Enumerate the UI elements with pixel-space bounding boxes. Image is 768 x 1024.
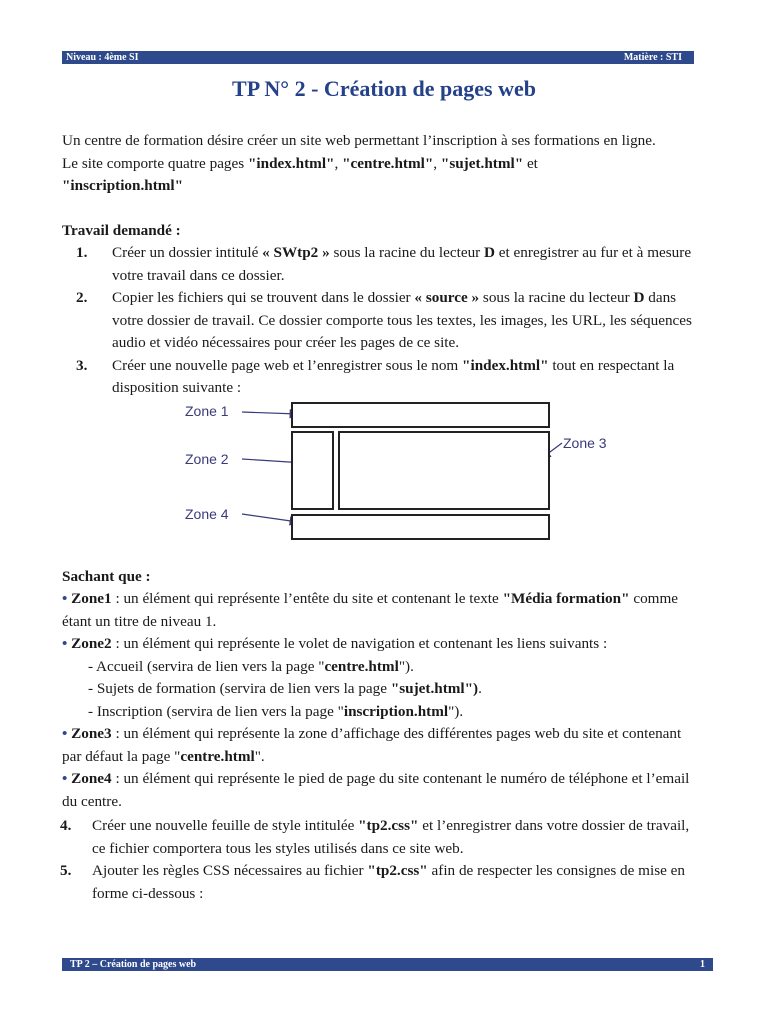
zone4-arrow: [242, 514, 298, 522]
zone3-description: • Zone3 : un élément qui représente la zone d’affichage des différentes pages web du site et contenant par défaut la page "centre.html".: [62, 725, 682, 765]
steps-list-continued: [62, 815, 698, 905]
sachant-heading: Sachant que :: [62, 567, 151, 585]
header-bar: [62, 51, 694, 64]
zone2-label: Zone 2: [185, 450, 229, 467]
page-title: TP N° 2 - Création de pages web: [232, 76, 536, 101]
zone4-description: • Zone4 : un élément qui représente le pied de page du site contenant le numéro de téléphone et l’email du centre.: [62, 770, 690, 810]
zone1-box: [291, 402, 550, 428]
step-5: 5. Ajouter les règles CSS nécessaires au fichier "tp2.css" afin de respecter les consignes de mise en forme ci-dessous :: [60, 862, 685, 902]
zone4-label: Zone 4: [185, 505, 229, 522]
steps-list: [62, 242, 698, 400]
footer-bar: [62, 958, 713, 971]
layout-diagram: [62, 400, 698, 566]
step-3: 3. Créer une nouvelle page web et l’enregistrer sous le nom "index.html" tout en respectant la disposition suivante :: [76, 356, 675, 396]
zone2-box: [291, 431, 334, 510]
step-4: 4. Créer une nouvelle feuille de style intitulée "tp2.css" et l’enregistrer dans votre dossier de travail, ce fichier comportera tous les styles utilisés dans ce site web.: [60, 817, 690, 857]
document-body: [62, 130, 698, 905]
step-1: 1. Créer un dossier intitulé « SWtp2 » sous la racine du lecteur D et enregistrer au fur et à mesure votre travail dans ce dossier.: [76, 244, 692, 284]
nav-link-inscription: - Inscription (servira de lien vers la page "inscription.html").: [88, 702, 464, 720]
zone3-label: Zone 3: [563, 434, 607, 451]
zone3-box: [338, 431, 550, 510]
intro-paragraph: Un centre de formation désire créer un site web permettant l’inscription à ses formations en ligne. Le site comporte quatre pages "index.html", "centre.html", "sujet.html" et "inscription.html": [62, 132, 656, 194]
header-level: Niveau : 4ème SI: [66, 52, 139, 63]
zone1-label: Zone 1: [185, 402, 229, 419]
step-2: 2. Copier les fichiers qui se trouvent dans le dossier « source » sous la racine du lecteur D dans votre dossier de travail. Ce dossier comporte tous les textes, les images, les URL, les séquences audio et vidéo nécessaires pour créer les pages de ce site.: [76, 289, 692, 351]
zone4-box: [291, 514, 550, 540]
nav-link-sujets: - Sujets de formation (servira de lien vers la page "sujet.html").: [88, 680, 482, 697]
nav-link-accueil: - Accueil (servira de lien vers la page "centre.html").: [88, 657, 414, 675]
footer-title: TP 2 – Création de pages web: [70, 959, 197, 970]
zone1-arrow: [242, 412, 298, 414]
travail-heading: Travail demandé :: [62, 221, 181, 239]
header-subject: Matière : STI: [623, 52, 682, 63]
zone2-description: • Zone2 : un élément qui représente le volet de navigation et contenant les liens suivants :: [62, 635, 608, 652]
page-number: 1: [700, 959, 705, 970]
zone1-description: • Zone1 : un élément qui représente l’entête du site et contenant le texte "Média formation" comme étant un titre de niveau 1.: [62, 590, 679, 630]
